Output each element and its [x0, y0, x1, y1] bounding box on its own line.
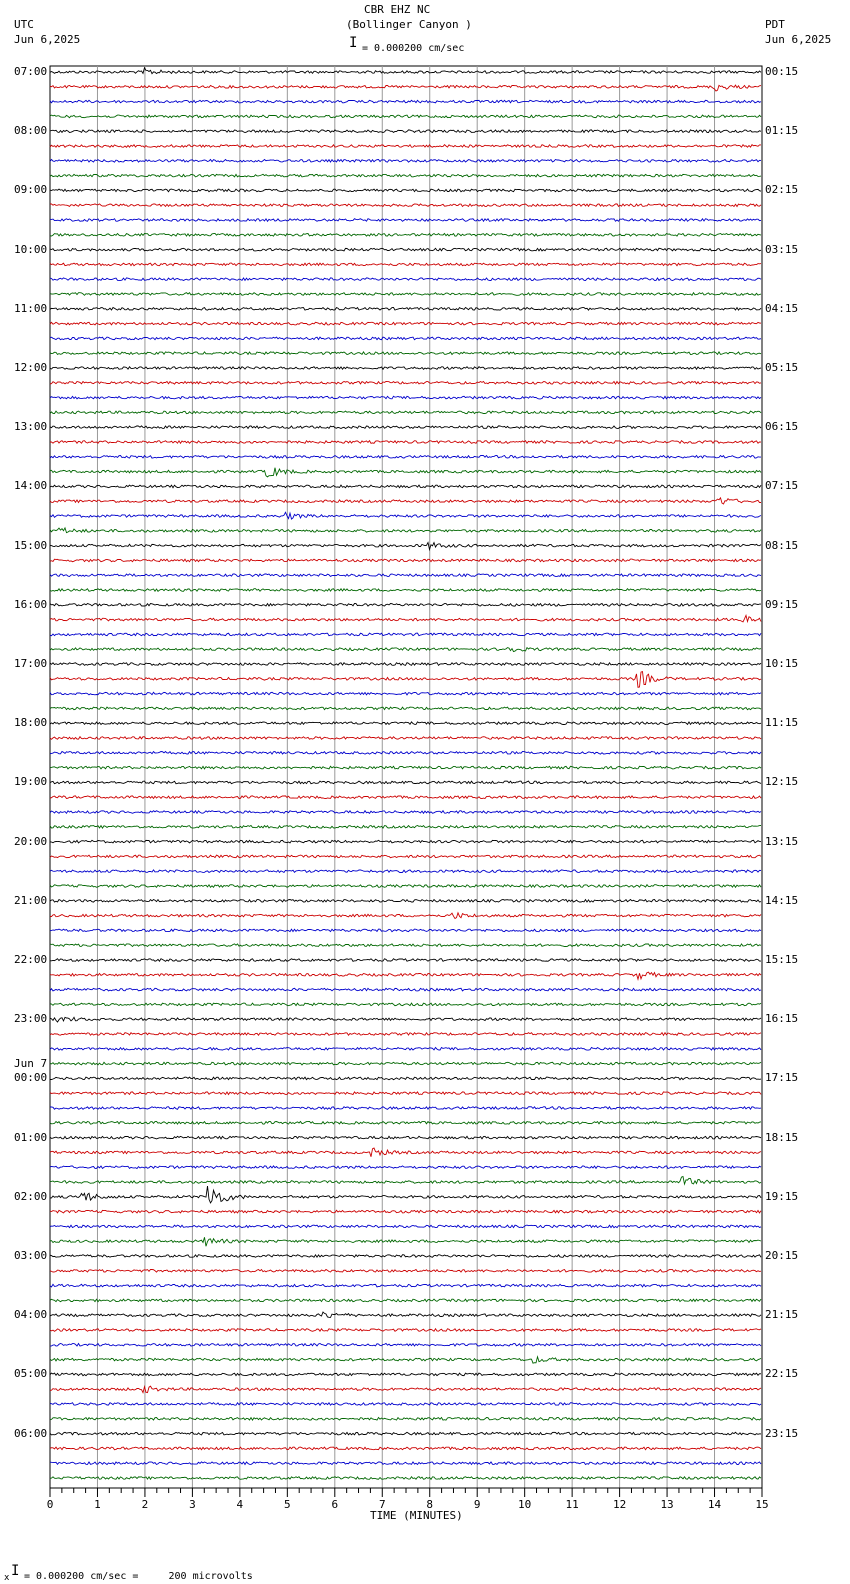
trace-line: [50, 278, 761, 281]
x-tick-label: 2: [141, 1498, 149, 1511]
scale-bar-icon: I: [349, 35, 358, 51]
utc-hour-label: 20:00: [14, 834, 48, 848]
trace-line: [50, 1432, 761, 1435]
right-timezone: PDT: [765, 18, 785, 31]
trace-line: [50, 543, 761, 550]
pdt-hour-label: 00:15: [765, 65, 799, 78]
trace-line: [50, 234, 761, 237]
trace-line: [50, 615, 761, 622]
utc-hour-label: 00:00: [14, 1071, 48, 1085]
utc-hour-label: 10:00: [14, 242, 48, 256]
utc-hour-label: 18:00: [14, 716, 48, 730]
trace-line: [50, 1003, 761, 1006]
pdt-hour-label: 01:15: [765, 124, 799, 138]
footer-scale-icon: x: [4, 1573, 10, 1583]
x-axis-label: TIME (MINUTES): [370, 1509, 463, 1522]
trace-line: [50, 1092, 761, 1095]
utc-hour-label: 02:00: [14, 1189, 48, 1203]
trace-line: [50, 944, 761, 947]
trace-line: [50, 972, 761, 979]
trace-line: [50, 115, 761, 118]
pdt-hour-label: 15:15: [765, 953, 799, 966]
trace-line: [50, 692, 761, 695]
utc-hour-label: 05:00: [14, 1367, 48, 1381]
trace-line: [50, 322, 761, 325]
trace-line: [50, 145, 761, 148]
x-tick-label: 0: [46, 1498, 54, 1511]
trace-line: [50, 367, 761, 370]
x-tick-label: 13: [660, 1498, 674, 1511]
trace-line: [50, 1329, 761, 1332]
trace-line: [50, 811, 761, 814]
trace-line: [50, 1403, 761, 1406]
pdt-hour-label: 03:15: [765, 242, 799, 256]
trace-line: [50, 826, 761, 829]
trace-line: [50, 485, 761, 488]
trace-line: [50, 840, 761, 843]
utc-hour-label: 09:00: [14, 183, 48, 197]
trace-line: [50, 263, 761, 266]
pdt-hour-label: 14:15: [765, 893, 799, 907]
trace-line: [50, 1270, 761, 1273]
trace-line: [50, 1122, 761, 1125]
trace-line: [50, 1284, 761, 1287]
trace-line: [50, 85, 761, 91]
trace-line: [50, 870, 761, 873]
x-tick-label: 3: [189, 1498, 196, 1511]
utc-hour-label: 23:00: [14, 1012, 48, 1026]
left-timezone: UTC: [14, 18, 34, 31]
pdt-hour-label: 11:15: [765, 716, 799, 730]
trace-line: [50, 396, 761, 399]
trace-line: [50, 174, 761, 177]
trace-line: [50, 1255, 761, 1258]
left-date: Jun 6,2025: [14, 33, 81, 46]
utc-hour-label: 22:00: [14, 953, 48, 966]
trace-line: [50, 219, 761, 222]
trace-line: [50, 352, 761, 355]
trace-line: [50, 456, 761, 459]
pdt-hour-label: 21:15: [765, 1308, 799, 1322]
trace-line: [50, 589, 761, 592]
right-date: Jun 6,2025: [765, 33, 832, 46]
x-tick-label: 8: [426, 1498, 434, 1511]
trace-line: [50, 1210, 761, 1213]
pdt-hour-label: 04:15: [765, 301, 799, 315]
trace-line: [50, 1418, 761, 1421]
trace-line: [50, 189, 761, 192]
pdt-hour-label: 12:15: [765, 775, 799, 789]
trace-line: [50, 293, 761, 296]
trace-line: [50, 204, 761, 207]
trace-line: [50, 1148, 761, 1157]
trace-line: [50, 1017, 761, 1022]
pdt-hour-label: 18:15: [765, 1130, 799, 1144]
trace-line: [50, 633, 761, 636]
trace-line: [50, 1166, 761, 1169]
pdt-hour-label: 06:15: [765, 420, 799, 434]
trace-line: [50, 130, 761, 133]
pdt-hour-label: 08:15: [765, 538, 799, 552]
pdt-hour-label: 02:15: [765, 183, 799, 197]
trace-line: [50, 426, 761, 429]
trace-line: [50, 1048, 761, 1051]
utc-hour-label: 08:00: [14, 124, 48, 138]
trace-line: [50, 913, 761, 919]
trace-line: [50, 1033, 761, 1036]
trace-line: [50, 248, 761, 251]
trace-line: [50, 737, 761, 740]
date-change-label: Jun 7: [14, 1057, 48, 1071]
pdt-hour-label: 13:15: [765, 834, 799, 848]
time-axis: [47, 1488, 769, 1511]
pdt-hour-label: 05:15: [765, 361, 799, 374]
x-tick-label: 6: [331, 1498, 339, 1511]
trace-line: [50, 1107, 761, 1110]
trace-line: [50, 648, 761, 652]
trace-line: [50, 160, 761, 163]
trace-line: [50, 498, 761, 504]
pdt-hour-label: 10:15: [765, 657, 799, 670]
trace-line: [50, 1357, 761, 1363]
trace-line: [50, 1177, 761, 1185]
utc-hour-label: 06:00: [14, 1426, 48, 1440]
utc-hour-label: 04:00: [14, 1308, 48, 1322]
trace-line: [50, 1062, 761, 1065]
trace-line: [50, 528, 761, 533]
pdt-hour-label: 09:15: [765, 597, 799, 611]
trace-line: [50, 766, 761, 769]
trace-line: [50, 411, 761, 414]
trace-line: [50, 900, 761, 903]
utc-hour-label: 13:00: [14, 420, 48, 434]
utc-hour-label: 03:00: [14, 1249, 48, 1262]
trace-line: [50, 604, 761, 607]
x-tick-label: 4: [236, 1498, 244, 1511]
station-title: CBR EHZ NC: [364, 3, 431, 16]
trace-line: [50, 752, 761, 755]
x-tick-label: 9: [473, 1498, 481, 1511]
trace-line: [50, 308, 761, 311]
x-tick-label: 14: [707, 1498, 722, 1511]
trace-line: [50, 796, 761, 799]
footer-scale-note: = 0.000200 cm/sec = 200 microvolts: [24, 1571, 253, 1582]
trace-line: [50, 1299, 761, 1302]
x-tick-label: 10: [518, 1498, 532, 1511]
trace-line: [50, 468, 761, 477]
utc-hour-label: 16:00: [14, 597, 48, 611]
x-tick-label: 15: [755, 1498, 769, 1511]
trace-line: [50, 441, 761, 444]
scale-label: = 0.000200 cm/sec: [362, 43, 465, 54]
trace-line: [50, 1462, 761, 1465]
trace-line: [50, 100, 761, 103]
trace-line: [50, 1186, 761, 1203]
x-tick-label: 7: [378, 1498, 386, 1511]
trace-line: [50, 988, 761, 991]
trace-line: [50, 382, 761, 385]
trace-line: [50, 574, 761, 577]
trace-line: [50, 707, 761, 710]
trace-line: [50, 1386, 761, 1393]
x-tick-label: 11: [565, 1498, 579, 1511]
trace-line: [50, 1477, 761, 1480]
seismic-traces: [50, 68, 761, 1480]
utc-hour-label: 01:00: [14, 1130, 48, 1144]
trace-line: [50, 512, 761, 519]
trace-line: [50, 885, 761, 888]
utc-hour-label: 12:00: [14, 361, 48, 374]
trace-line: [50, 1373, 761, 1376]
x-tick-label: 5: [284, 1498, 291, 1511]
utc-hour-label: 17:00: [14, 657, 48, 670]
trace-line: [50, 1237, 761, 1246]
trace-line: [50, 855, 761, 858]
utc-hour-label: 19:00: [14, 775, 48, 789]
trace-line: [50, 1312, 761, 1317]
pdt-hour-label: 19:15: [765, 1189, 799, 1203]
trace-line: [50, 929, 761, 932]
pdt-hour-label: 07:15: [765, 479, 799, 493]
pdt-hour-label: 16:15: [765, 1012, 799, 1026]
utc-hour-label: 14:00: [14, 479, 48, 493]
trace-line: [50, 1344, 761, 1347]
utc-hour-label: 07:00: [14, 65, 48, 78]
trace-line: [50, 1447, 761, 1450]
trace-line: [50, 672, 761, 688]
footer-scale-bar-icon: I: [11, 1563, 20, 1579]
trace-line: [50, 337, 761, 340]
pdt-hour-label: 17:15: [765, 1071, 799, 1085]
pdt-hour-label: 23:15: [765, 1426, 799, 1440]
trace-line: [50, 781, 761, 784]
trace-line: [50, 1225, 761, 1228]
utc-hour-label: 11:00: [14, 301, 48, 315]
x-tick-label: 1: [94, 1498, 101, 1511]
pdt-hour-label: 20:15: [765, 1249, 799, 1262]
utc-hour-label: 21:00: [14, 893, 48, 907]
trace-line: [50, 663, 761, 666]
trace-line: [50, 959, 761, 962]
trace-line: [50, 1077, 761, 1080]
trace-line: [50, 68, 761, 74]
pdt-hour-label: 22:15: [765, 1367, 799, 1381]
trace-line: [50, 1136, 761, 1139]
utc-hour-label: 15:00: [14, 538, 48, 552]
trace-line: [50, 722, 761, 725]
site-name: (Bollinger Canyon ): [346, 18, 472, 31]
x-tick-label: 12: [612, 1498, 627, 1511]
trace-line: [50, 559, 761, 562]
